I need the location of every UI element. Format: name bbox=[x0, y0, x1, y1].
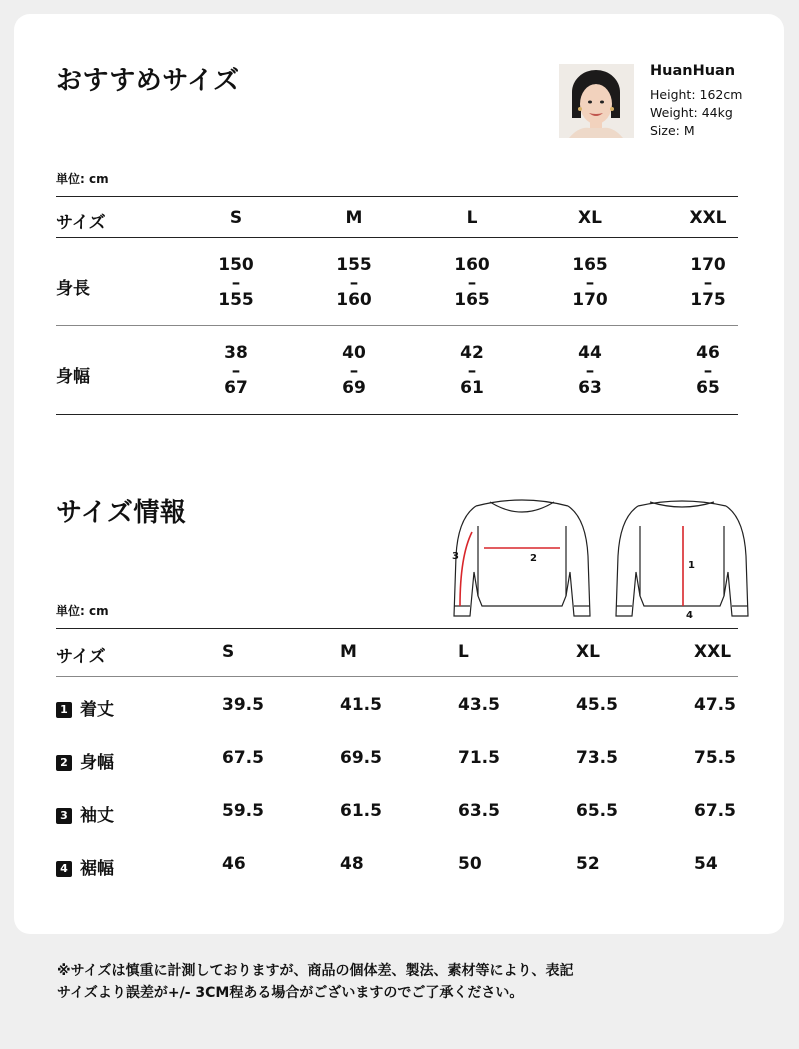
range-cell: 160 – 165 bbox=[454, 255, 490, 310]
value-cell: 47.5 bbox=[694, 695, 736, 715]
model-weight: Weight: 44kg bbox=[650, 105, 733, 120]
row-label-height: 身長 bbox=[56, 279, 90, 299]
number-badge: 3 bbox=[56, 808, 72, 824]
diagram-label-1: 1 bbox=[688, 560, 695, 571]
range-cell: 46 – 65 bbox=[696, 343, 720, 398]
value-cell: 69.5 bbox=[340, 748, 382, 768]
divider bbox=[56, 628, 738, 629]
number-badge: 1 bbox=[56, 702, 72, 718]
row-label-sleeve: 3 袖丈 bbox=[56, 801, 114, 826]
diagram-label-4: 4 bbox=[686, 610, 693, 618]
value-cell: 65.5 bbox=[576, 801, 618, 821]
range-cell: 40 – 69 bbox=[342, 343, 366, 398]
number-badge: 2 bbox=[56, 755, 72, 771]
value-cell: 46 bbox=[222, 854, 246, 874]
model-size: Size: M bbox=[650, 123, 695, 138]
model-photo bbox=[559, 64, 634, 138]
model-name: HuanHuan bbox=[650, 63, 736, 79]
range-cell: 44 – 63 bbox=[578, 343, 602, 398]
size-card bbox=[14, 14, 784, 934]
value-cell: 73.5 bbox=[576, 748, 618, 768]
model-info bbox=[650, 62, 742, 140]
divider bbox=[56, 414, 738, 415]
value-cell: 75.5 bbox=[694, 748, 736, 768]
garment-diagram bbox=[432, 486, 754, 618]
value-cell: 67.5 bbox=[694, 801, 736, 821]
divider bbox=[56, 237, 738, 238]
row-label-hem: 4 裾幅 bbox=[56, 854, 114, 879]
footnote-line: サイズより誤差が+/- 3CM程ある場合がございますのでご了承ください。 bbox=[57, 985, 524, 1001]
footnote-line: ※サイズは慎重に計測しておりますが、商品の個体差、製法、素材等により、表記 bbox=[57, 963, 574, 979]
footnote bbox=[57, 960, 574, 1004]
recommend-unit: 単位: cm bbox=[56, 172, 109, 186]
info-unit: 単位: cm bbox=[56, 604, 109, 618]
size-header-m: M bbox=[340, 642, 357, 662]
value-cell: 43.5 bbox=[458, 695, 500, 715]
value-cell: 71.5 bbox=[458, 748, 500, 768]
size-header-l: L bbox=[466, 208, 478, 228]
value-cell: 39.5 bbox=[222, 695, 264, 715]
range-cell: 170 – 175 bbox=[690, 255, 726, 310]
diagram-label-2: 2 bbox=[530, 553, 537, 564]
size-header-s: S bbox=[229, 208, 243, 228]
range-cell: 165 – 170 bbox=[572, 255, 608, 310]
size-header-l: L bbox=[458, 642, 469, 662]
value-cell: 59.5 bbox=[222, 801, 264, 821]
recommend-header-label: サイズ bbox=[56, 213, 106, 233]
size-header-xl: XL bbox=[578, 208, 602, 228]
info-title: サイズ情報 bbox=[56, 498, 187, 528]
value-cell: 45.5 bbox=[576, 695, 618, 715]
size-header-xxl: XXL bbox=[694, 642, 732, 662]
range-cell: 38 – 67 bbox=[224, 343, 248, 398]
model-height: Height: 162cm bbox=[650, 87, 743, 102]
number-badge: 4 bbox=[56, 861, 72, 877]
divider bbox=[56, 196, 738, 197]
divider bbox=[56, 325, 738, 326]
size-header-xxl: XXL bbox=[689, 208, 727, 228]
value-cell: 67.5 bbox=[222, 748, 264, 768]
recommend-title: おすすめサイズ bbox=[56, 66, 240, 96]
value-cell: 61.5 bbox=[340, 801, 382, 821]
divider bbox=[56, 676, 738, 677]
range-cell: 42 – 61 bbox=[460, 343, 484, 398]
value-cell: 48 bbox=[340, 854, 364, 874]
range-cell: 150 – 155 bbox=[218, 255, 254, 310]
diagram-label-3: 3 bbox=[452, 551, 459, 562]
size-header-xl: XL bbox=[576, 642, 600, 662]
value-cell: 50 bbox=[458, 854, 482, 874]
value-cell: 63.5 bbox=[458, 801, 500, 821]
size-header-s: S bbox=[222, 642, 235, 662]
row-label-length: 1 着丈 bbox=[56, 695, 114, 720]
row-label-width: 2 身幅 bbox=[56, 748, 114, 773]
value-cell: 54 bbox=[694, 854, 718, 874]
value-cell: 52 bbox=[576, 854, 600, 874]
size-header-m: M bbox=[345, 208, 363, 228]
info-header-label: サイズ bbox=[56, 647, 106, 667]
range-cell: 155 – 160 bbox=[336, 255, 372, 310]
row-label-width: 身幅 bbox=[56, 367, 90, 387]
value-cell: 41.5 bbox=[340, 695, 382, 715]
